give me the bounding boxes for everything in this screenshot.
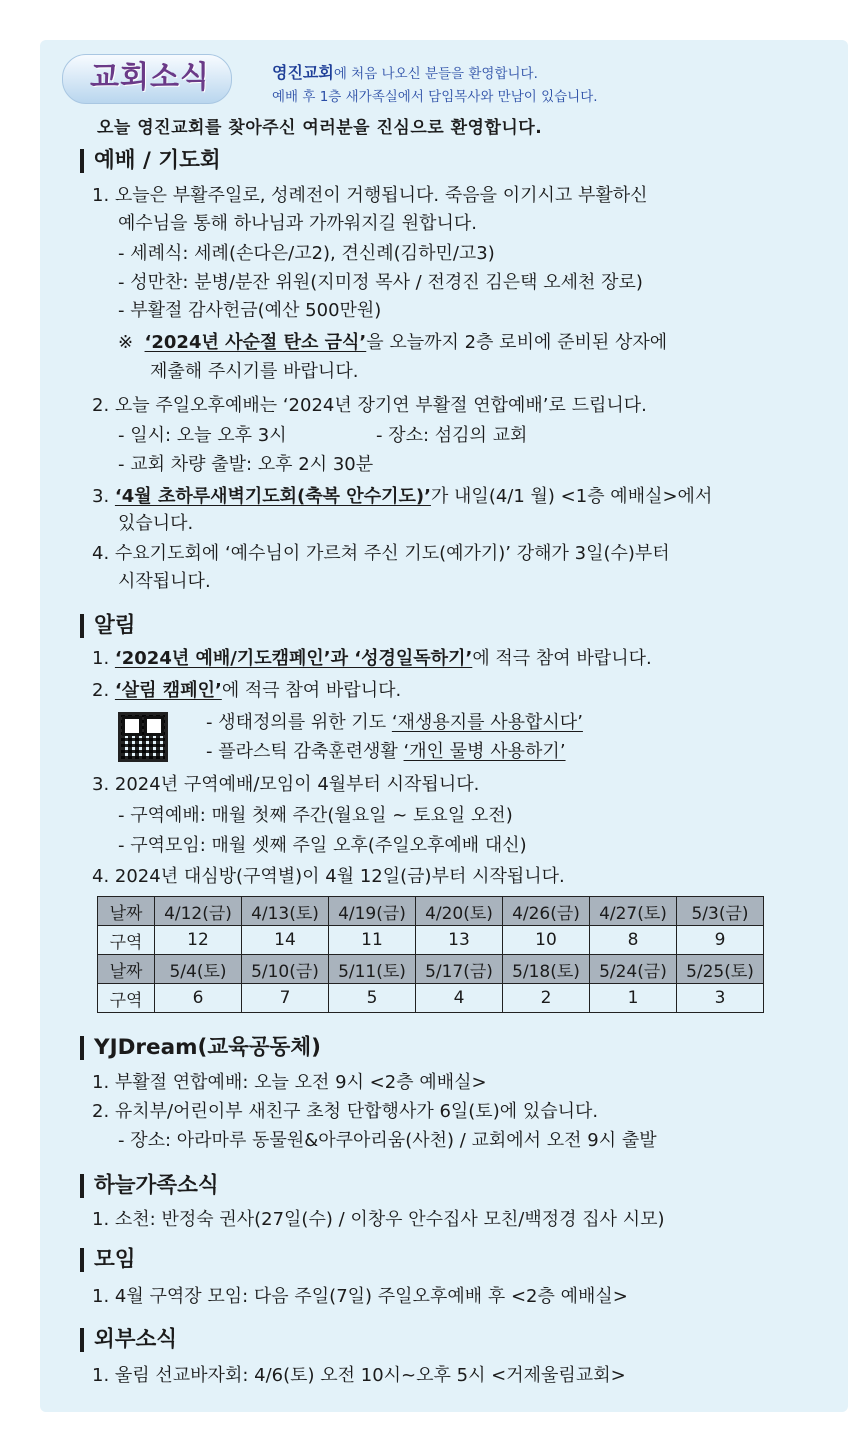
table-cell: 4/12(금): [155, 897, 242, 926]
worship-item-1-cont: 예수님을 통해 하나님과 가까워지길 원합니다.: [118, 213, 477, 234]
worship-item-3-cont: 있습니다.: [118, 513, 194, 534]
welcome-message: 오늘 영진교회를 찾아주신 여러분을 진심으로 환영합니다.: [97, 118, 543, 138]
header-line-1: 영진교회에 처음 나오신 분들을 환영합니다.: [272, 63, 538, 82]
worship-item-2: 2. 오늘 주일오후예배는 ‘2024년 장기연 부활절 연합예배’로 드립니다.: [92, 395, 647, 416]
table-cell: 4/19(금): [329, 897, 416, 926]
table-row: [98, 984, 764, 1013]
table-cell: 13: [416, 926, 503, 955]
worship-place: - 장소: 섬김의 교회: [376, 425, 528, 446]
worship-item-4: 4. 수요기도회에 ‘예수님이 가르쳐 주신 기도(예가기)’ 강해가 3일(수)부터: [92, 543, 670, 564]
notice-item-2: 2. ‘살림 캠페인’에 적극 참여 바랍니다.: [92, 680, 402, 701]
section-title-meeting: 모임: [80, 1248, 136, 1272]
section-title-notice: 알림: [80, 614, 136, 638]
table-cell: 4/26(금): [503, 897, 590, 926]
date-label: 날짜: [98, 897, 155, 926]
table-cell: 10: [503, 926, 590, 955]
worship-communion: - 성만찬: 분병/분잔 위원(지미정 목사 / 전경진 김은택 오세천 장로): [118, 272, 643, 293]
worship-time: - 일시: 오늘 오후 3시: [118, 425, 287, 446]
table-cell: 14: [242, 926, 329, 955]
date-label: 날짜: [98, 955, 155, 984]
table-cell: 8: [590, 926, 677, 955]
table-cell: 5/4(토): [155, 955, 242, 984]
outside-item-1: 1. 울림 선교바자회: 4/6(토) 오전 10시~오후 5시 <거제울림교회>: [92, 1365, 626, 1386]
table-row: [98, 897, 764, 926]
worship-baptism: - 세례식: 세례(손다은/고2), 견신례(김하민/고3): [118, 243, 495, 264]
meeting-item-1: 1. 4월 구역장 모임: 다음 주일(7일) 주일오후예배 후 <2층 예배실>: [92, 1286, 628, 1307]
worship-fasting-note-cont: 제출해 주시기를 바랍니다.: [150, 361, 359, 382]
section-title-worship: 예배 / 기도회: [80, 149, 221, 173]
notice-item-1: 1. ‘2024년 예배/기도캠페인’과 ‘성경일독하기’에 적극 참여 바랍니다.: [92, 648, 652, 669]
table-row: [98, 926, 764, 955]
zone-label: 구역: [98, 984, 155, 1013]
worship-bus: - 교회 차량 출발: 오후 2시 30분: [118, 454, 374, 475]
table-cell: 9: [677, 926, 764, 955]
table-cell: 5/24(금): [590, 955, 677, 984]
table-cell: 4/13(토): [242, 897, 329, 926]
table-cell: 7: [242, 984, 329, 1013]
notice-recycled-paper: - 생태정의를 위한 기도 ‘재생용지를 사용합시다’: [206, 712, 583, 733]
table-cell: 2: [503, 984, 590, 1013]
worship-item-1: 1. 오늘은 부활주일로, 성례전이 거행됩니다. 죽음을 이기시고 부활하신: [92, 185, 648, 206]
notice-item-4: 4. 2024년 대심방(구역별)이 4월 12일(금)부터 시작됩니다.: [92, 866, 565, 887]
notice-zone-worship: - 구역예배: 매월 첫째 주간(월요일 ~ 토요일 오전): [118, 805, 513, 826]
table-cell: 5/3(금): [677, 897, 764, 926]
table-cell: 1: [590, 984, 677, 1013]
header-line-2: 예배 후 1층 새가족실에서 담임목사와 만남이 있습니다.: [272, 89, 598, 105]
yjdream-item-2: 2. 유치부/어린이부 새친구 초청 단합행사가 6일(토)에 있습니다.: [92, 1101, 599, 1122]
table-cell: 5: [329, 984, 416, 1013]
worship-fasting-note: ※ ‘2024년 사순절 탄소 금식’을 오늘까지 2층 로비에 준비된 상자에: [118, 332, 668, 353]
worship-item-4-cont: 시작됩니다.: [118, 571, 211, 592]
notice-item-3: 3. 2024년 구역예배/모임이 4월부터 시작됩니다.: [92, 774, 480, 795]
table-cell: 5/10(금): [242, 955, 329, 984]
section-title-family: 하늘가족소식: [80, 1174, 219, 1198]
yjdream-place: - 장소: 아라마루 동물원&아쿠아리움(사천) / 교회에서 오전 9시 출발: [118, 1130, 657, 1151]
badge-title: 교회소식: [90, 60, 210, 95]
zone-label: 구역: [98, 926, 155, 955]
table-cell: 12: [155, 926, 242, 955]
worship-offering: - 부활절 감사헌금(예산 500만원): [118, 300, 382, 321]
notice-water-bottle: - 플라스틱 감축훈련생활 ‘개인 물병 사용하기’: [206, 741, 566, 762]
table-cell: 5/11(토): [329, 955, 416, 984]
table-cell: 5/18(토): [503, 955, 590, 984]
section-title-outside: 외부소식: [80, 1328, 177, 1352]
table-cell: 4/27(토): [590, 897, 677, 926]
section-title-yjdream: YJDream(교육공동체): [80, 1036, 321, 1060]
yjdream-item-1: 1. 부활절 연합예배: 오늘 오전 9시 <2층 예배실>: [92, 1072, 487, 1093]
table-cell: 6: [155, 984, 242, 1013]
table-row: [98, 955, 764, 984]
table-cell: 3: [677, 984, 764, 1013]
qr-code-icon: [118, 712, 168, 762]
table-cell: 5/17(금): [416, 955, 503, 984]
table-cell: 4/20(토): [416, 897, 503, 926]
table-cell: 4: [416, 984, 503, 1013]
visit-schedule-table: [97, 896, 764, 1013]
notice-zone-meeting: - 구역모임: 매월 셋째 주일 오후(주일오후예배 대신): [118, 835, 527, 856]
worship-item-3: 3. ‘4월 초하루새벽기도회(축복 안수기도)’가 내일(4/1 월) <1층 예배실>에서: [92, 486, 713, 507]
family-item-1: 1. 소천: 반정숙 권사(27일(수) / 이창우 안수집사 모친/백정경 집사 시모): [92, 1209, 665, 1230]
table-cell: 11: [329, 926, 416, 955]
table-cell: 5/25(토): [677, 955, 764, 984]
